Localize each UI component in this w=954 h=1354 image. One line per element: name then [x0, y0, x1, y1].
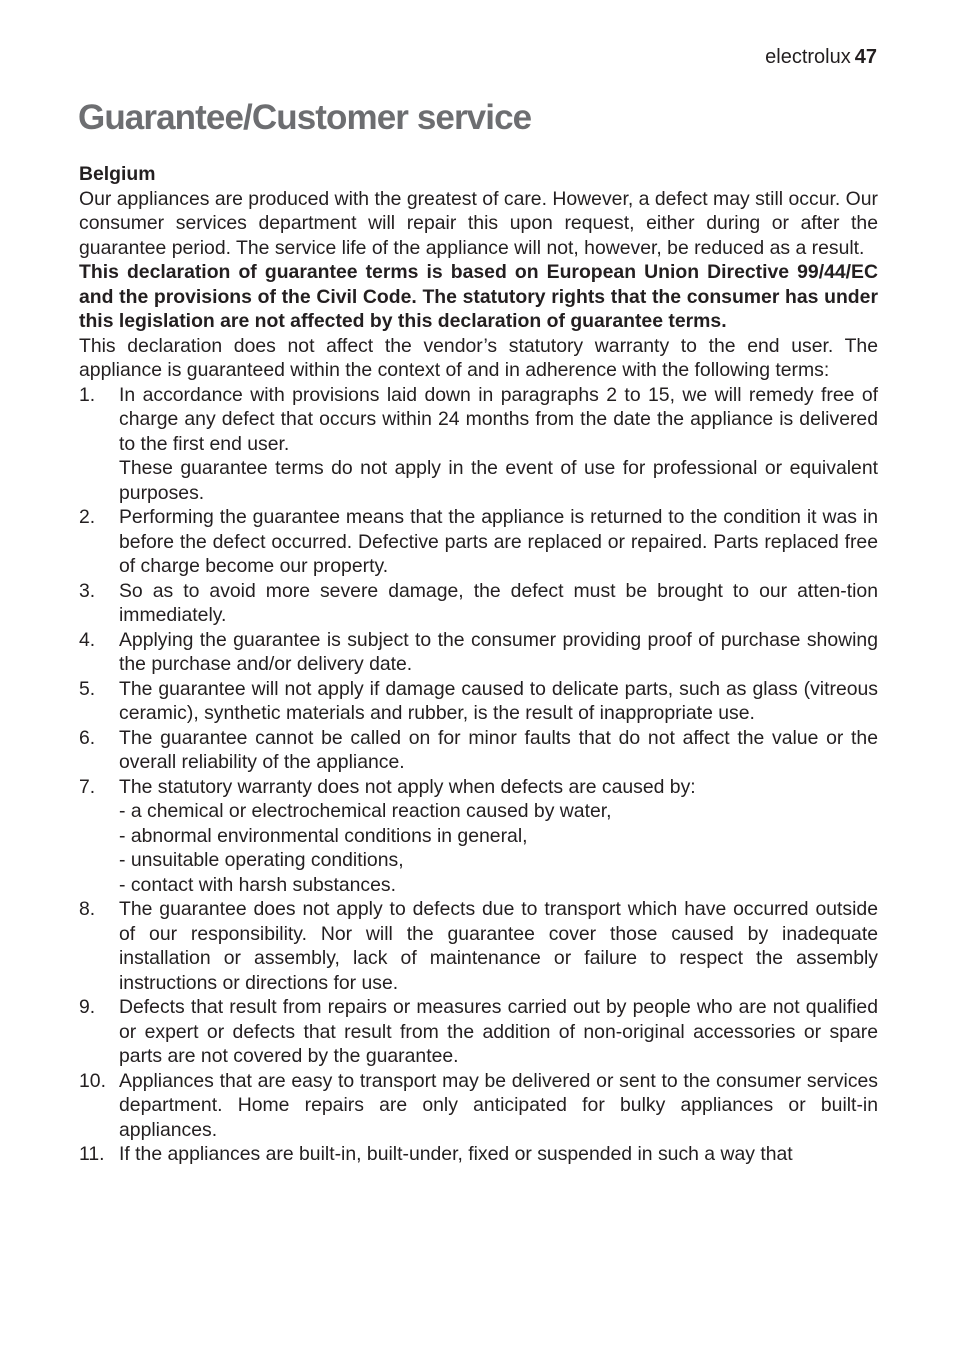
list-item-number: 10.	[79, 1069, 106, 1092]
list-item	[79, 505, 878, 579]
list-item	[79, 1069, 878, 1143]
list-item-number: 11.	[79, 1143, 105, 1165]
section-heading: Belgium	[79, 163, 156, 185]
list-item-number: 2.	[79, 506, 96, 528]
cause-item: - abnormal environmental conditions in general,	[119, 824, 528, 847]
list-item-number: 6.	[79, 726, 96, 749]
page-title: Guarantee/Customer service	[78, 98, 532, 137]
list-item-text: The statutory warranty does not apply when defects are caused by:	[119, 775, 696, 798]
cause-item: - a chemical or electrochemical reaction caused by water,	[119, 800, 612, 822]
list-item-number: 3.	[79, 579, 96, 602]
list-item-number: 9.	[79, 996, 96, 1018]
terms-list	[79, 383, 878, 1167]
list-item-text: If the appliances are built-in, built-under, fixed or suspended in such a way that	[119, 1143, 793, 1165]
list-item-text: The guarantee cannot be called on for minor faults that do not affect the value or the overall reliability of the appliance.	[119, 726, 878, 773]
page-number: 47	[854, 46, 877, 68]
list-item-text: Performing the guarantee means that the appliance is returned to the condition it was in before the defect occurred. Defective parts are replaced or repaired. Parts replaced free of charge become our property.	[119, 506, 878, 577]
guarantee-section	[79, 162, 878, 1167]
list-item	[79, 995, 878, 1069]
brand-name: electrolux	[765, 46, 851, 68]
list-item	[79, 726, 878, 775]
list-item-text: The guarantee will not apply if damage caused to delicate parts, such as glass (vitreous ceramic), synthetic materials and rubber, is the result of inappropriate use.	[119, 677, 878, 724]
page-header	[765, 45, 877, 69]
list-item	[79, 897, 878, 995]
cause-item: - unsuitable operating conditions,	[119, 849, 404, 871]
list-item	[79, 579, 878, 628]
list-item	[79, 383, 878, 506]
list-item-number: 8.	[79, 898, 96, 920]
list-item-number: 4.	[79, 628, 96, 651]
cause-list	[119, 799, 878, 897]
list-item-number: 1.	[79, 383, 96, 406]
list-item	[79, 775, 878, 898]
list-item-text: Appliances that are easy to transport may be delivered or sent to the consumer services department. Home repairs are only anticipated for bulky appliances or built-in appliances.	[119, 1069, 878, 1141]
list-item	[79, 1142, 878, 1167]
cause-item: - contact with harsh substances.	[119, 873, 396, 896]
list-item-text: Applying the guarantee is subject to the consumer providing proof of purchase showing the purchase and/or delivery date.	[119, 628, 878, 675]
list-item-text: The guarantee does not apply to defects due to transport which have occurred outside of our responsibility. Nor will the guarantee cover those caused by inadequate installation or assembly, lack of maintenance or failure to respect the assembly instructions or directions for use.	[119, 898, 878, 994]
declaration-paragraph: This declaration of guarantee terms is based on European Union Directive 99/44/EC and the provisions of the Civil Code. The statutory rights that the consumer has under this legislation are not affected by this declaration of guarantee terms.	[79, 261, 878, 332]
list-item	[79, 628, 878, 677]
intro-paragraph: Our appliances are produced with the greatest of care. However, a defect may still occur. Our consumer services department will repair this upon request, either during or after the guarantee period. The service life of the appliance will not, however, be reduced as a result.	[79, 187, 878, 259]
list-item-text: In accordance with provisions laid down in paragraphs 2 to 15, we will remedy free of charge any defect that occurs within 24 months from the date the appliance is delivered to the first end user.	[119, 383, 878, 455]
preamble-paragraph: This declaration does not affect the vendor’s statutory warranty to the end user. The appliance is guaranteed within the context of and in adherence with the following terms:	[79, 334, 878, 381]
list-item-text: Defects that result from repairs or measures carried out by people who are not qualified or expert or defects that result from the addition of non-original accessories or spare parts are not covered by the guarantee.	[119, 996, 878, 1067]
list-item-text: So as to avoid more severe damage, the defect must be brought to our atten-tion immediately.	[119, 579, 878, 626]
list-item-number: 7.	[79, 775, 96, 798]
list-item-note: These guarantee terms do not apply in the event of use for professional or equivalent purposes.	[119, 457, 878, 504]
list-item	[79, 677, 878, 726]
list-item-number: 5.	[79, 677, 96, 700]
